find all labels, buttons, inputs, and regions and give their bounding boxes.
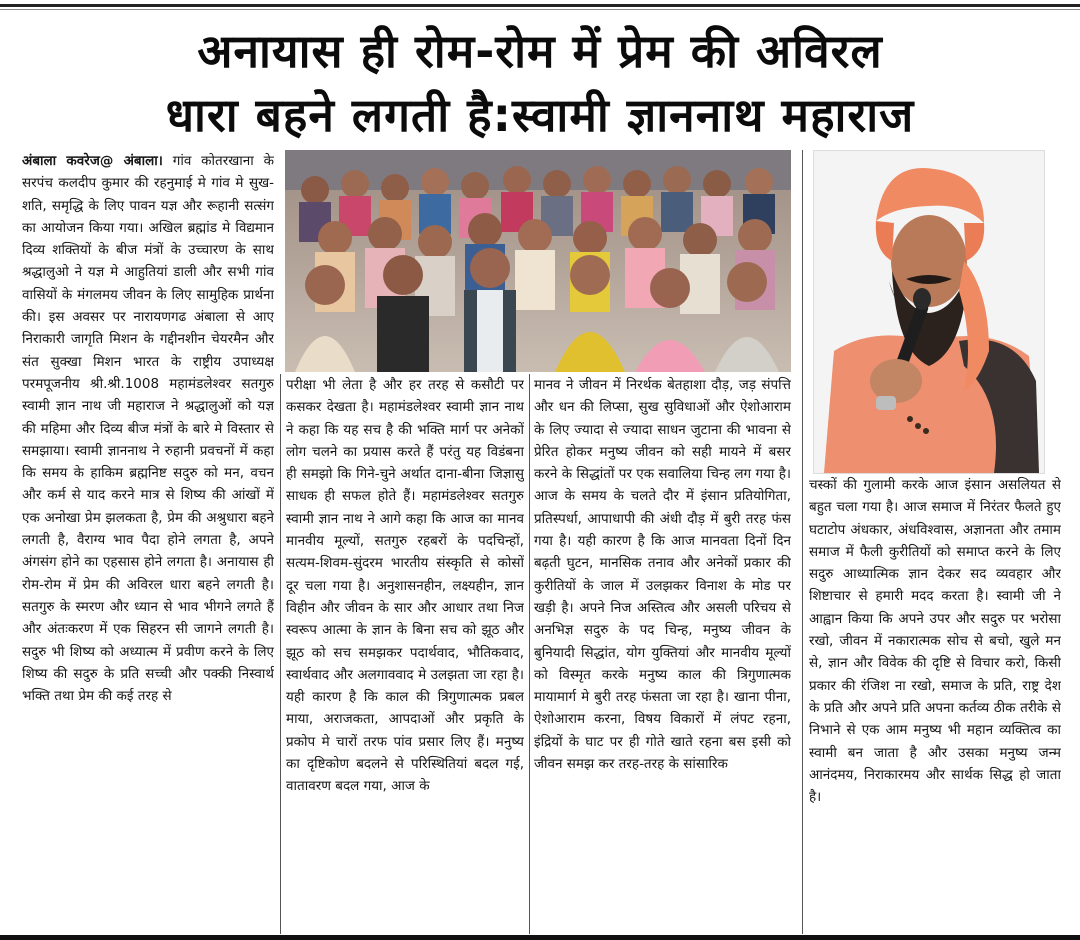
swami-portrait-photo: [813, 150, 1045, 474]
article-column-3: मानव ने जीवन में निरर्थक बेतहाशा दौड़, जड़ संपत्ति और धन की लिप्सा, सुख सुविधाओं और ऐशोआराम के लिए ज्यादा से ज्यादा साधन जुटाना की भावना से प्रेरित होकर मनुष्य जीवन को सही मायने में बसर करने के सिद्धांतों पर एक सवालिया चिन्ह लग गया है। आज के समय के चलते दौर में इंसान प्रतियोगिता, प्रतिस्पर्धा, आपाधापी की अंधी दौड़ में बुरी तरह फंस गया है। यही कारण है कि आज मानवता दिनों दिन बढ़ती घुटन, मानसिक तनाव और अनेकों प्रकार की कुरीतियों के जाल में उलझकर विनाश के मोड पर खड़ी है। अपने निज अस्तित्व और असली परिचय से अनभिज्ञ सदुरु के पद चिन्ह, मनुष्य जीवन के बुनियादी सिद्धांत, योग युक्तियां और मानवीय मूल्यों को विस्मृत करके मनुष्य काल की त्रिगुणात्मक मायामार्ग मे बुरी तरह फंसता जा रहा है। खाना पीना, ऐशोआराम करना, विषय विकारों में लंपट रहना, इंद्रियों के घाट पर ही गोते खाते रहना बस इसी को जीवन समझ कर तरह-तरह के सांसारिक: [534, 377, 791, 773]
article-column-2: परीक्षा भी लेता है और हर तरह से कसौटी पर कसकर देखता है। महामंडलेश्वर स्वामी ज्ञान नाथ ने कहा कि यह सच है की भक्ति मार्ग पर अनेकों लोग चलने का प्रयास करते हैं परंतु यह विडंबना ही समझो कि गिने-चुने अर्थात दाना-बीना जिज्ञासु साधक ही सफल होते हैं। महामंडलेश्वर सतगुरु स्वामी ज्ञान नाथ ने आगे कहा कि आज का मानव मानवीय मूल्यों, सतगुरु रहबरों के पदचिन्हों, सत्यम-शिवम-सुंदरम भारतीय संस्कृति से कोसों दूर चला गया है। अनुशासनहीन, लक्ष्यहीन, ज्ञान विहीन और जीवन के सार और आधार तथा निज स्वरूप आत्मा के ज्ञान के बिना सच को झूठ और झूठ को सच समझकर पदार्थवाद, भौतिकवाद, स्वार्थवाद और अलगाववाद मे उलझता जा रहा है। यही कारण है कि काल की त्रिगुणात्मक प्रबल माया, अराजकता, आपदाओं और प्रकृति के प्रकोप मे चारों तरफ पांव प्रसार लिए हैं। मनुष्य का दृष्टिकोण बदलने से परिस्थितियां बदल गई, वातावरण बदल गया, आज के: [286, 377, 524, 795]
swami-portrait-image: [814, 151, 1044, 473]
column-divider-1: [280, 374, 281, 934]
headline-line-1: अनायास ही रोम-रोम में प्रेम की अविरल: [197, 24, 883, 78]
group-photo-image: [285, 150, 791, 372]
top-border-rule-thin: [0, 9, 1080, 10]
article-column-1: [22, 150, 274, 936]
headline-line-2: धारा बहने लगती है:स्वामी ज्ञाननाथ महाराज: [165, 88, 915, 142]
article-column-1-text: गांव कोतरखाना के सरपंच कलदीप कुमार की रहनुमाई मे गांव मे सुख- शति, समृद्धि के लिए पावन यज्ञ और रूहानी सत्संग का आयोजन किया गया। अखिल ब्रह्मांड मे विद्यमान दिव्य शक्तियों के बीज मंत्रों के उच्चारण के साथ श्रद्धालुओ ने यज्ञ मे आहुतियां डाली और सभी गांव वासियों के मंगलमय जीवन के लिए सामुहिक प्रार्थना की। इस अवसर पर नारायणगढ अंबाला से आए निराकारी जागृति मिशन के गद्दीनशीन चेयरमैन और संत सुक्खा मिशन भारत के राष्ट्रीय उपाध्यक्ष परमपूजनीय श्री.श्री.1008 महामंडलेश्वर सतगुरु स्वामी ज्ञान नाथ जी महाराज ने श्रद्धालुओं को यज्ञ की महिमा और दिव्य बीज मंत्रों के बारे मे विस्तार से समझाया। स्वामी ज्ञाननाथ ने रुहानी प्रवचनों में कहा कि समय के हाकिम ब्रह्मनिष्ट सदुरु को मन, वचन और कर्म से याद करने मात्र से शिष्य की आंखों में एक अनोखा प्रेम झलकता है, प्रेम की अश्रुधारा बहने लगती है, वैराग्य भाव पैदा होने लगता है, अपने अंगसंग होने का एहसास होने लगता है। अनायास ही रोम-रोम में प्रेम की अविरल धारा बहने लगती है। सतगुरु के स्मरण और ध्यान से भाव भीगने लगते हैं और अंतःकरण में एक सिहरन सी जागने लगती है। सदुरु भी शिष्य को अध्यात्म में प्रवीण करने के लिए शिष्य की सदुरु के प्रति सच्ची और पक्की निस्वार्थ भक्ति तथा प्रेम की कई तरह से: [22, 153, 274, 705]
bottom-border-rule: [0, 935, 1080, 940]
article-column-4: चस्कों की गुलामी करके आज इंसान असलियत से बहुत चला गया है। आज समाज में निरंतर फैलते हुए घटाटोप अंधकार, अंधविश्वास, अज्ञानता और तमाम समाज में फैली कुरीतियों को समाप्त करने के लिए सदुरु आध्यात्मिक ज्ञान देकर सद व्यवहार और शिष्टाचार से हमारी मदद करता है। स्वामी जी ने आह्वान किया कि अपने उपर और सदुरु पर भरोसा रखो, जीवन में नकारात्मक सोच से बचो, खुले मन से, ज्ञान और विवेक की दृष्टि से विचार करो, किसी प्रकार की रंजिश ना रखो, समाज के प्रति, राष्ट्र देश के प्रति और अपने प्रति अपना कर्तव्य ठीक तरीके से निभाने से एक आम मनुष्य भी महान व्यक्तित्व का स्वामी बन जाता है और उसका मनुष्य जन्म आनंदमय, निराकारमय और सार्थक सिद्ध हो जाता है।: [809, 477, 1061, 806]
top-border-rule: [0, 4, 1080, 7]
group-photo: [285, 150, 791, 372]
column-divider-3: [802, 150, 803, 934]
column-divider-2: [529, 374, 530, 934]
dateline: अंबाला कवरेज@ अंबाला।: [22, 153, 163, 169]
